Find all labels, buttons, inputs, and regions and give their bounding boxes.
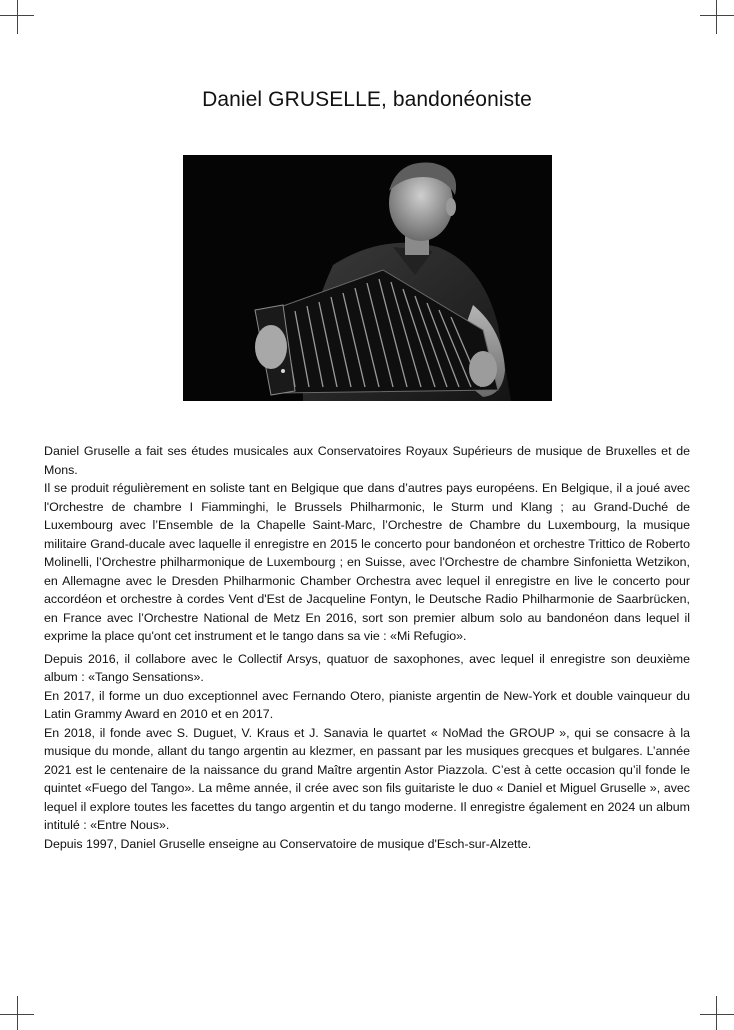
paragraph: Depuis 1997, Daniel Gruselle enseigne au Conservatoire de musique d'Esch-sur-Alzette.	[44, 836, 532, 851]
crop-mark-top-left-v	[17, 0, 18, 34]
paragraph: En 2017, il forme un duo exceptionnel avec Fernando Otero, pianiste argentin de New-York et double vainqueur du Latin Grammy Award en 2010 et en 2017.	[44, 688, 690, 721]
crop-mark-top-right-v	[716, 0, 717, 34]
bandoneon-player-illustration	[183, 155, 552, 401]
crop-mark-bottom-left-v	[17, 996, 18, 1030]
paragraph: Daniel Gruselle a fait ses études musicales aux Conservatoires Royaux Supérieurs de musique de Bruxelles et de Mons.	[44, 444, 690, 477]
paragraph: Depuis 2016, il collabore avec le Collectif Arsys, quatuor de saxophones, avec lequel il enregistre son deuxième album : «Tango Sensations».	[44, 651, 690, 684]
biography-text	[44, 442, 690, 853]
crop-mark-bottom-right-v	[716, 996, 717, 1030]
paragraph: En 2018, il fonde avec S. Duguet, V. Kraus et J. Sanavia le quartet « NoMad the GROUP », qui se consacre à la musique du monde, allant du tango argentin au klezmer, en passant par les musiques grecques et bulgares. L’année 2021 est le centenaire de la naissance du grand Maître argentin Astor Piazzola. C’est à cette occasion qu’il fonde le quintet «Fuego del Tango». La même année, il crée avec son fils guitariste le duo « Daniel et Miguel Gruselle », avec lequel il explore toutes les facettes du tango argentin et du tango moderne. Il enregistre également en 2024 un album intitulé : «Entre Nous».	[44, 725, 690, 832]
crop-mark-top-right-h	[700, 15, 734, 16]
portrait-photo	[183, 155, 552, 401]
page-title: Daniel GRUSELLE, bandonéoniste	[202, 88, 532, 111]
crop-mark-bottom-right-h	[700, 1014, 734, 1015]
paragraph: Il se produit régulièrement en soliste tant en Belgique que dans d’autres pays européens. En Belgique, il a joué avec l'Orchestre de chambre I Fiamminghi, le Brussels Philharmonic, le Sturm und Klang ; au Grand-Duché de Luxembourg avec l’Ensemble de la Chapelle Saint-Marc, l’Orchestre de Chambre du Luxembourg, la musique militaire Grand-ducale avec laquelle il enregistre en 2015 le concerto pour bandonéon et orchestre Trittico de Roberto Molinelli, l’Orchestre philharmonique de Luxembourg ; en Suisse, avec l'Orchestre de chambre Sinfonietta Wetzikon, en Allemagne avec le Dresden Philharmonic Chamber Orchestra avec lequel il enregistre en live le concerto pour accordéon et orchestre à cordes Vent d'Est de Jacqueline Fontyn, le Deutsche Radio Philharmonie de Saarbrücken, en France avec l’Orchestre National de Metz En 2016, sort son premier album solo au bandonéon dans lequel il exprime la place qu'ont cet instrument et le tango dans sa vie : «Mi Refugio».	[44, 481, 690, 643]
